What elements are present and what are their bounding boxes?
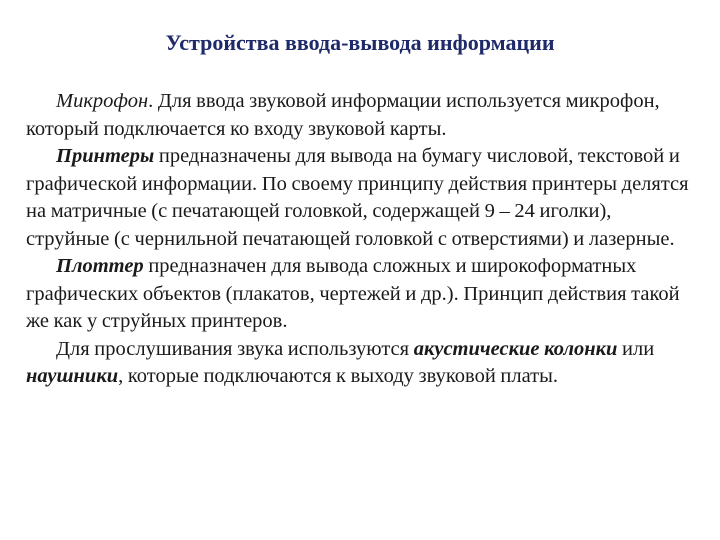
paragraph-text: или <box>617 337 655 360</box>
paragraph-plotter <box>26 253 698 336</box>
slide-title: Устройства ввода-вывода информации <box>165 30 555 55</box>
term-headphones: наушники <box>26 365 119 387</box>
paragraph-printers <box>26 143 698 253</box>
paragraph-text: предназначены для вывода на бумагу числовой, текстовой и графической информации. По своему принципу действия принтеры делятся на матричные (с печатающей головкой, содержащей 9 – 24 иголки), струйные (с чернильной печатающей головкой с отверстиями) и лазерные. <box>26 145 689 250</box>
paragraph-text: предназначен для вывода сложных и широкоформатных графических объектов (плакатов, чертежей и др.). Принцип действия такой же как у струйных принтеров. <box>26 255 680 332</box>
paragraph-text: . Для ввода звуковой информации используется микрофон, который подключается ко входу звуковой карты. <box>26 90 660 140</box>
paragraph-microphone <box>26 88 698 143</box>
term-speakers: акустические колонки <box>413 337 618 360</box>
slide-body <box>26 88 698 391</box>
paragraph-audio <box>26 336 698 391</box>
paragraph-text: Для прослушивания звука используются <box>56 337 414 360</box>
term-microphone: Микрофон <box>56 90 149 112</box>
paragraph-text: , которые подключаются к выходу звуковой платы. <box>118 365 559 387</box>
term-plotter: Плоттер <box>56 255 144 277</box>
term-printers: Принтеры <box>56 145 155 167</box>
